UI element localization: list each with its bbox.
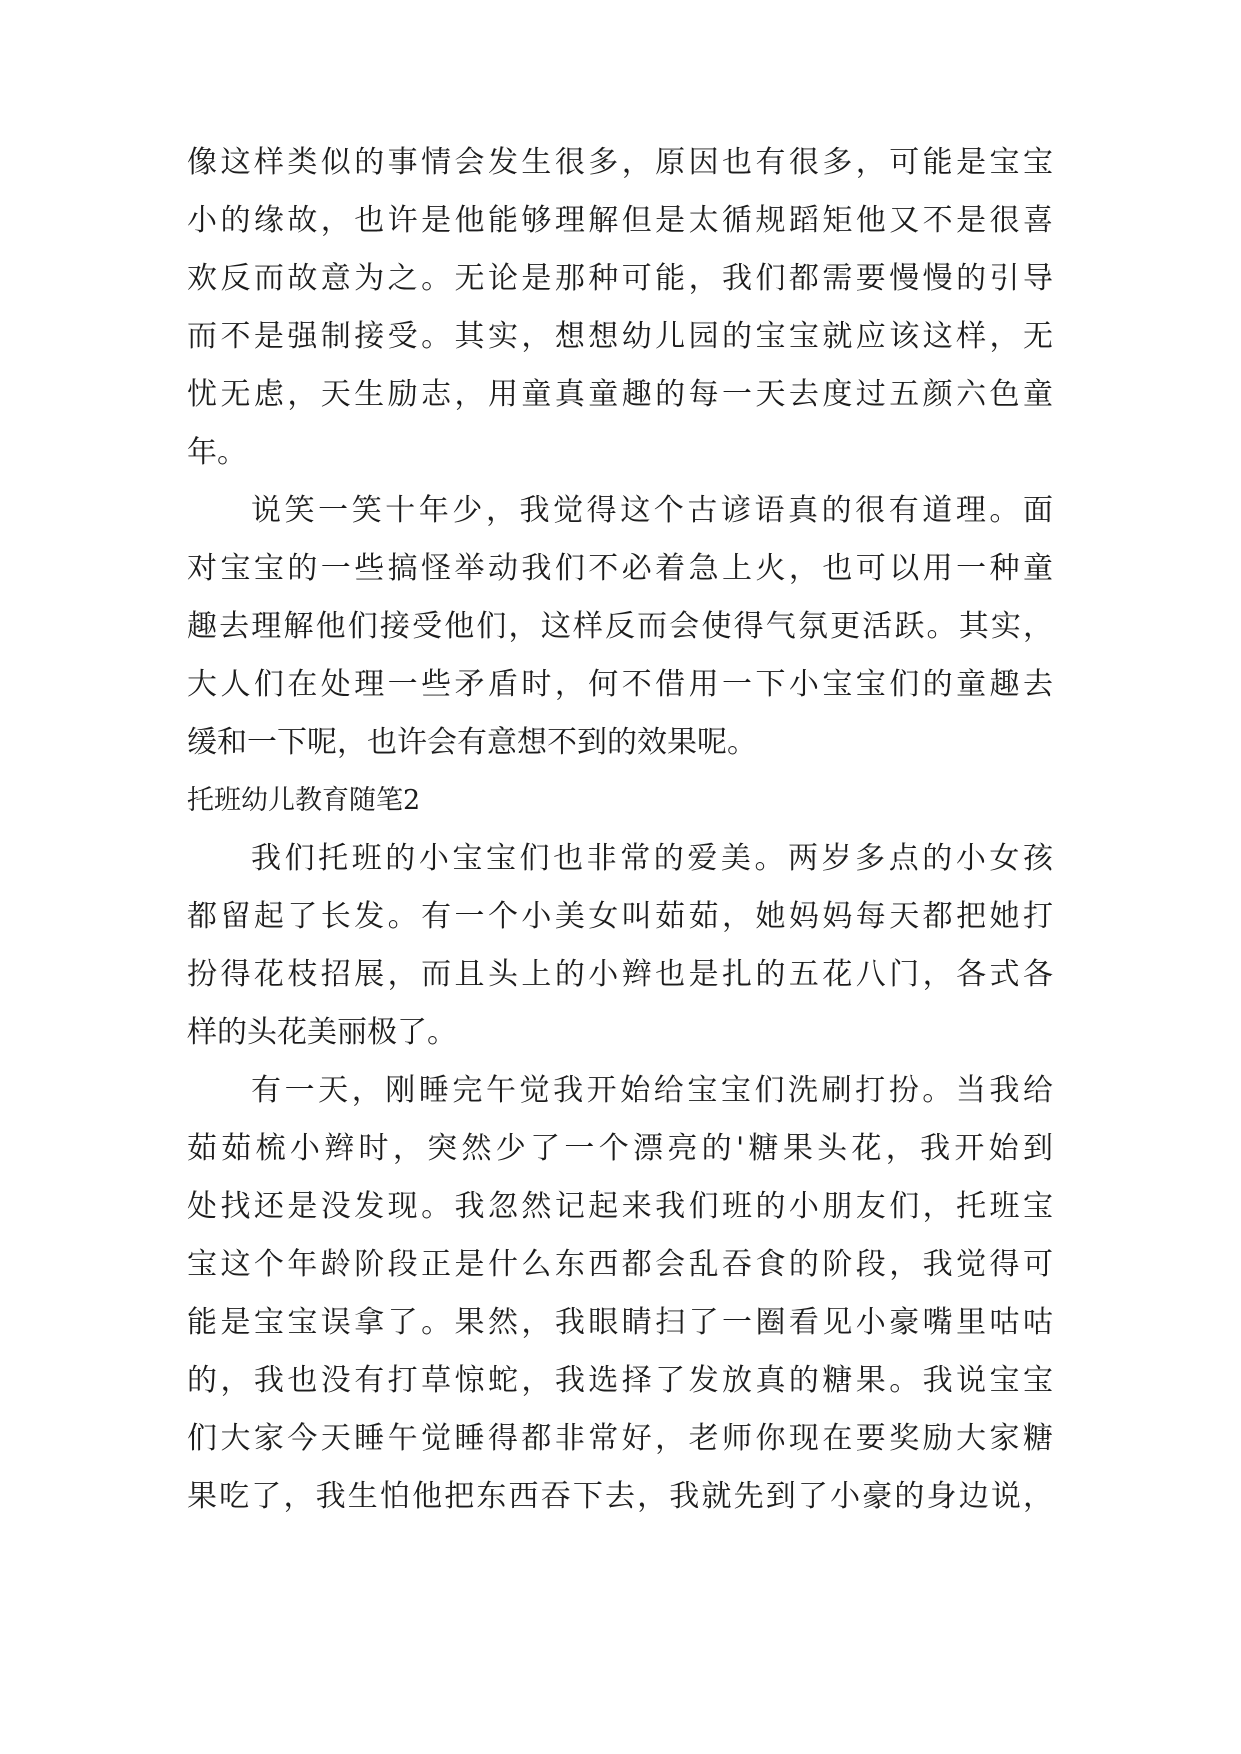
paragraph [187, 134, 1053, 482]
text-line: 年。 [187, 435, 247, 470]
text-line: 大人们在处理一些矛盾时，何不借用一下小宝宝们的童趣去 [187, 667, 1053, 702]
text-line: 扮得花枝招展，而且头上的小辫也是扎的五花八门，各式各 [187, 957, 1053, 992]
text-line: 我们托班的小宝宝们也非常的爱美。两岁多点的小女孩 [251, 841, 1053, 876]
text-line: 像这样类似的事情会发生很多，原因也有很多，可能是宝宝 [187, 145, 1053, 180]
text-line: 处找还是没发现。我忽然记起来我们班的小朋友们，托班宝 [187, 1189, 1053, 1224]
text-line: 而不是强制接受。其实，想想幼儿园的宝宝就应该这样，无 [187, 319, 1053, 354]
paragraph [187, 830, 1053, 1062]
text-line: 说笑一笑十年少，我觉得这个古谚语真的很有道理。面 [251, 493, 1053, 528]
text-line: 们大家今天睡午觉睡得都非常好，老师你现在要奖励大家糖 [187, 1421, 1053, 1456]
text-line: 趣去理解他们接受他们，这样反而会使得气氛更活跃。其实， [187, 609, 1053, 644]
text-line: 宝这个年龄阶段正是什么东西都会乱吞食的阶段，我觉得可 [187, 1247, 1053, 1282]
text-line: 对宝宝的一些搞怪举动我们不必着急上火，也可以用一种童 [187, 551, 1053, 586]
text-line: 忧无虑，天生励志，用童真童趣的每一天去度过五颜六色童 [187, 377, 1053, 412]
document-body [187, 134, 1053, 1526]
text-line: 有一天，刚睡完午觉我开始给宝宝们洗刷打扮。当我给 [251, 1073, 1053, 1108]
text-line: 缓和一下呢，也许会有意想不到的效果呢。 [187, 725, 757, 760]
section-heading: 托班幼儿教育随笔2 [187, 785, 421, 816]
text-line: 样的头花美丽极了。 [187, 1015, 457, 1050]
text-line: 欢反而故意为之。无论是那种可能，我们都需要慢慢的引导 [187, 261, 1053, 296]
paragraph [187, 1062, 1053, 1526]
text-line: 的，我也没有打草惊蛇，我选择了发放真的糖果。我说宝宝 [187, 1363, 1053, 1398]
text-line: 都留起了长发。有一个小美女叫茹茹，她妈妈每天都把她打 [187, 899, 1053, 934]
text-line: 茹茹梳小辫时，突然少了一个漂亮的'糖果头花，我开始到 [187, 1131, 1053, 1166]
text-line: 能是宝宝误拿了。果然，我眼睛扫了一圈看见小豪嘴里咕咕 [187, 1305, 1053, 1340]
text-line: 果吃了，我生怕他把东西吞下去，我就先到了小豪的身边说， [187, 1479, 1053, 1514]
text-line: 小的缘故，也许是他能够理解但是太循规蹈矩他又不是很喜 [187, 203, 1053, 238]
paragraph [187, 482, 1053, 772]
